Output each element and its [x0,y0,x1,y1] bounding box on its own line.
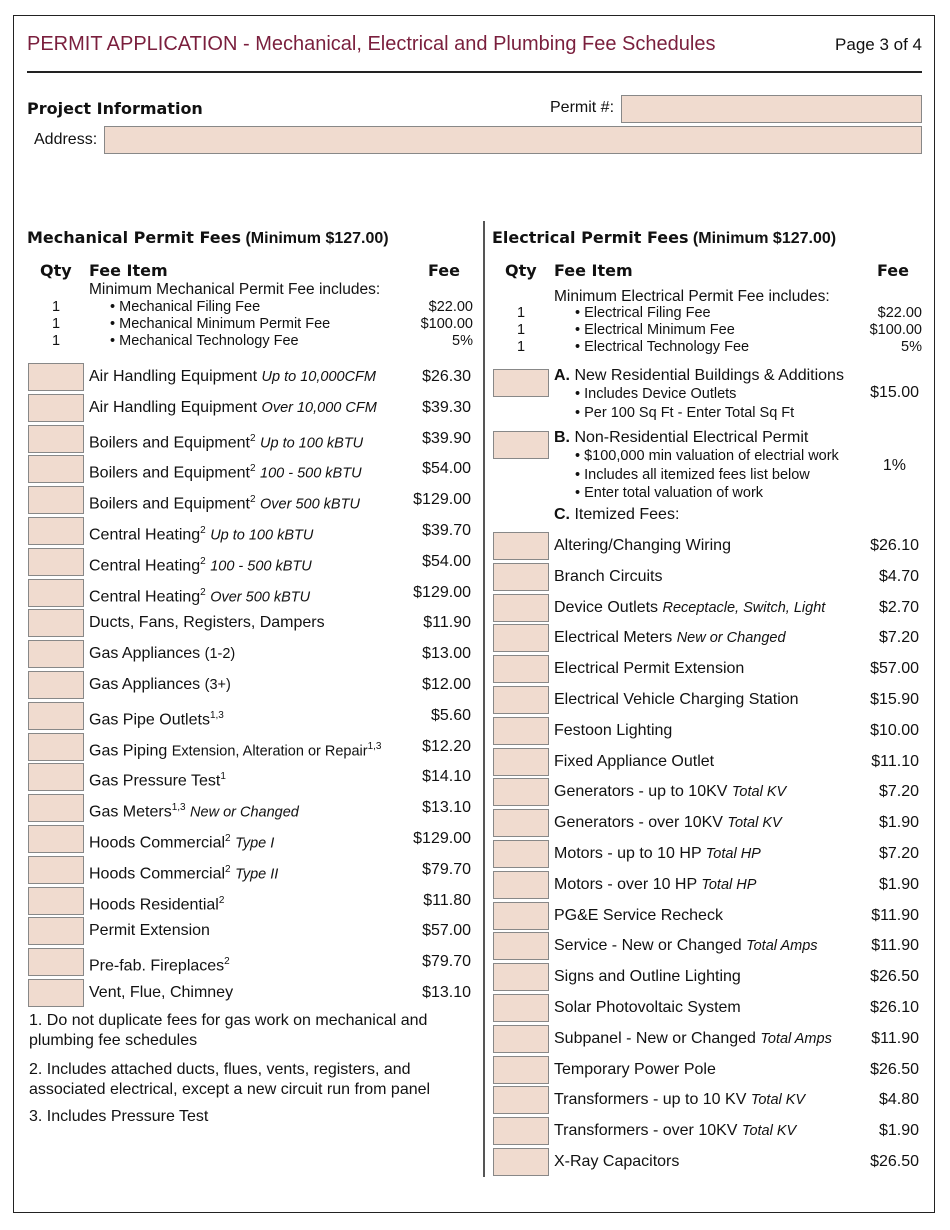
mech-fee-item-label: Boilers and Equipment [89,433,250,451]
elec-fee-amount: $7.20 [878,783,919,801]
mech-fee-item-label: Boilers and Equipment [89,464,250,482]
mech-fee-amount: $39.30 [422,398,471,416]
elec-fee-item-desc: Total KV [727,815,782,832]
bullet-dot: • [575,305,585,321]
section-bullet [575,386,736,403]
mech-qty-input[interactable] [28,887,84,915]
mech-fee-item [89,644,235,664]
elec-fee-item [554,1090,805,1110]
mechanical-section-title: Mechanical Permit Fees (Minimum $127.00) [27,228,389,247]
elec-fee-item-label: Electrical Meters [554,629,673,647]
bullet-dot: • [575,404,585,421]
footnote-ref: 2 [200,555,206,567]
mech-fee-header: Fee [428,261,460,280]
mech-fee-item-label: Pre-fab. Fireplaces [89,957,225,975]
elec-fee-amount: $26.50 [870,1060,919,1078]
elec-min-item-label: Electrical Filing Fee [584,305,711,321]
elec-fee-amount: $4.80 [878,1091,919,1109]
elec-fee-item [554,967,741,987]
elec-fee-item [554,721,672,741]
bullet-dot: • [110,299,120,315]
mech-fee-item [89,798,299,822]
mech-qty-input[interactable] [28,794,84,822]
mech-fee-amount: $14.10 [422,768,471,786]
footnote-ref: 2 [225,833,231,844]
footnote-ref: 2 [249,463,256,475]
elec-min-qty: 1 [517,322,526,338]
mech-qty-input[interactable] [28,825,84,853]
elec-qty-header: Qty [505,261,537,280]
elec-section-b-input[interactable] [493,431,549,459]
elec-min-item [575,322,735,339]
elec-fee-item-desc: New or Changed [676,630,786,647]
section-bullet-text: $100,000 min valuation of electrial work [584,448,839,464]
bullet-dot: • [575,386,585,402]
mech-min-item [110,333,299,350]
mech-fee-item-desc: Up to 10,000CFM [261,369,376,385]
elec-qty-input[interactable] [493,748,549,776]
mech-qty-input[interactable] [28,517,84,545]
elec-fee-item-label: Altering/Changing Wiring [554,537,731,554]
footnote-ref: 2 [225,863,231,875]
mech-fee-item-label: Gas Appliances [89,645,201,663]
elec-qty-input[interactable] [493,994,549,1022]
elec-fee-item-label: PG&E Service Recheck [554,906,723,924]
footnote: 2. Includes attached ducts, flues, vents, registers, and associated electrical, except a new circuit run from panel [29,1061,431,1098]
mech-fee-amount: $79.70 [422,953,471,971]
mech-fee-item-label: Boilers and Equipment [89,495,250,513]
elec-fee-item [554,1029,832,1049]
elec-fee-item-label: Service - New or Changed [554,937,742,955]
elec-fee-item-label: Transformers - up to 10 KV [554,1091,747,1109]
mech-fee-item-label: Hoods Commercial [89,834,226,852]
elec-qty-input[interactable] [493,686,549,714]
mech-fee-item-label: Central Heating [89,557,201,575]
page-title: PERMIT APPLICATION - Mechanical, Electrical and Plumbing Fee Schedules [27,33,716,55]
footnote-ref: 2 [200,525,206,536]
elec-fee-amount: $26.10 [870,999,919,1016]
mech-fee-item-desc: (3+) [204,677,231,693]
mech-qty-header: Qty [40,261,72,280]
mech-min-item-label: Mechanical Minimum Permit Fee [119,316,331,332]
mech-min-qty: 1 [52,333,61,349]
page-number: Page 3 of 4 [835,35,922,54]
mech-min-item [110,316,330,333]
mech-fee-item-desc: Over 10,000 CFM [261,399,377,416]
elec-fee-item [554,598,825,618]
section-bullet-text: Includes all itemized fees list below [584,466,810,483]
mech-fee-amount: $39.70 [422,522,471,539]
footnote-ref: 2 [249,432,256,444]
electrical-section-title: Electrical Permit Fees (Minimum $127.00) [492,228,837,247]
mech-fee-item-desc: Extension, Alteration or Repair [171,742,368,759]
section-bullet [575,405,794,422]
mech-fee-item-label: Gas Piping [89,741,168,759]
mech-fee-item-header: Fee Item [89,261,168,280]
elec-fee-item-label: Subpanel - New or Changed [554,1029,756,1047]
mech-fee-item-label: Hoods Residential [89,895,219,913]
permit-number-field[interactable] [621,95,922,123]
permit-number-label: Permit #: [550,99,615,116]
footnote-ref: 1,3 [171,802,186,814]
elec-section-c-title: C. Itemized Fees: [554,506,680,523]
mech-fee-item [89,613,325,633]
elec-fee-item-label: Device Outlets [554,598,659,616]
elec-fee-amount: $26.50 [870,1153,919,1170]
section-bullet-text: Enter total valuation of work [584,485,764,501]
elec-min-fee: $100.00 [869,322,922,338]
elec-fee-amount: $1.90 [878,814,919,832]
elec-qty-input[interactable] [493,778,549,806]
mech-fee-item-label: Permit Extension [89,922,210,940]
footnote-ref: 2 [224,956,230,968]
elec-fee-item [554,690,799,710]
elec-fee-item [554,752,714,772]
elec-fee-item [554,936,818,956]
bullet-dot: • [575,322,585,338]
mech-fee-amount: $57.00 [422,922,471,940]
mech-qty-input[interactable] [28,733,84,761]
section-bullet-text: Per 100 Sq Ft - Enter Total Sq Ft [584,404,795,421]
mech-qty-input[interactable] [28,671,84,699]
elec-qty-input[interactable] [493,1025,549,1053]
section-bullet [575,485,763,502]
mech-min-fee: $22.00 [428,299,473,315]
elec-qty-input[interactable] [493,594,549,622]
elec-fee-item [554,1060,716,1080]
mech-fee-item [89,521,313,545]
elec-min-qty: 1 [517,339,526,355]
mech-fee-item [89,737,381,761]
elec-section-b-title: B. Non-Residential Electrical Permit [554,429,809,446]
elec-fee-item-desc: Total KV [741,1123,797,1140]
mech-fee-item-desc: 100 - 500 kBTU [260,465,362,482]
elec-min-item-label: Electrical Technology Fee [584,339,750,355]
elec-qty-input[interactable] [493,932,549,960]
section-bullet [575,448,839,465]
mech-fee-item [89,921,210,941]
mech-qty-input[interactable] [28,856,84,884]
mech-fee-item-label: Gas Pressure Test [89,772,221,790]
elec-fee-item [554,567,662,587]
elec-fee-amount: $10.00 [870,721,919,739]
mech-min-item-label: Mechanical Technology Fee [119,333,299,349]
elec-fee-amount: $4.70 [878,567,919,585]
elec-fee-amount: $26.10 [870,537,919,554]
elec-fee-item [554,875,756,895]
mech-fee-amount: $5.60 [430,706,471,724]
mech-fee-item-label: Gas Pipe Outlets [89,711,210,729]
elec-fee-item-label: Motors - over 10 HP [554,875,697,893]
mech-min-fee: 5% [452,333,473,349]
address-field[interactable] [104,126,922,154]
mech-fee-item-label: Central Heating [89,526,201,544]
elec-min-fee: $22.00 [877,305,922,321]
mech-fee-amount: $79.70 [422,860,471,878]
elec-qty-input[interactable] [493,809,549,837]
mech-fee-item [89,952,230,976]
elec-fee-amount: $11.90 [871,1029,919,1047]
elec-fee-item [554,659,744,679]
mech-qty-input[interactable] [28,455,84,483]
mech-fee-amount: $129.00 [413,583,471,601]
mech-fee-item-label: Air Handling Equipment [89,398,258,416]
mech-fee-item-desc: Over 500 kBTU [260,496,360,513]
elec-section-b-fee: 1% [882,457,906,474]
mech-fee-amount: $129.00 [413,491,471,509]
mech-fee-item [89,490,360,514]
elec-qty-input[interactable] [493,717,549,745]
elec-fee-item-label: Branch Circuits [554,567,663,585]
mech-fee-item [89,367,376,387]
elec-fee-item-label: Generators - over 10KV [554,814,723,832]
elec-fee-item-label: X-Ray Capacitors [554,1153,680,1170]
elec-fee-item-label: Motors - up to 10 HP [554,845,702,862]
elec-fee-item [554,813,782,833]
bullet-dot: • [575,466,585,483]
mech-min-item-label: Mechanical Filing Fee [119,299,261,315]
mech-fee-item-label: Hoods Commercial [89,865,226,883]
elec-fee-amount: $26.50 [870,968,919,986]
mech-fee-amount: $54.00 [422,552,471,570]
elec-min-item [575,339,749,356]
mech-min-fee: $100.00 [420,316,473,332]
footnote: 3. Includes Pressure Test [29,1108,209,1125]
bullet-dot: • [575,448,585,464]
elec-fee-item-desc: Total HP [705,846,761,862]
elec-qty-input[interactable] [493,1117,549,1145]
mech-fee-item-label: Gas Meters [89,803,172,821]
mech-qty-input[interactable] [28,948,84,976]
elec-qty-input[interactable] [493,563,549,591]
mech-fee-item [89,675,231,695]
mech-qty-input[interactable] [28,486,84,514]
mech-qty-input[interactable] [28,548,84,576]
mech-fee-item [89,829,274,853]
mech-fee-amount: $13.10 [422,799,471,817]
column-divider [483,221,485,1177]
mech-qty-input[interactable] [28,363,84,391]
elec-fee-item-label: Fixed Appliance Outlet [554,752,715,770]
mech-fee-item [89,398,377,418]
elec-qty-input[interactable] [493,624,549,652]
elec-fee-amount: $7.20 [878,629,919,647]
mech-fee-item [89,429,363,453]
mech-fee-item [89,891,224,915]
elec-qty-input[interactable] [493,1056,549,1084]
elec-fee-item-desc: Total KV [731,784,787,801]
mech-fee-item-label: Gas Appliances [89,676,201,693]
elec-fee-item-desc: Total HP [701,876,757,893]
elec-qty-input[interactable] [493,963,549,991]
mech-fee-amount: $26.30 [422,368,471,385]
elec-qty-input[interactable] [493,1148,549,1176]
mech-min-includes: Minimum Mechanical Permit Fee includes: [89,281,381,298]
elec-fee-item [554,906,723,926]
mech-fee-item [89,459,362,483]
elec-fee-item-label: Festoon Lighting [554,721,673,739]
section-bullet-text: Includes Device Outlets [584,386,737,402]
elec-fee-item-desc: Total KV [750,1092,806,1109]
mech-fee-item-label: Air Handling Equipment [89,368,258,385]
mech-qty-input[interactable] [28,640,84,668]
elec-fee-amount: $15.90 [870,691,919,708]
elec-fee-item-label: Transformers - over 10KV [554,1122,738,1140]
bullet-dot: • [110,316,120,332]
elec-qty-input[interactable] [493,655,549,683]
elec-min-fee: 5% [901,339,922,355]
mech-min-item [110,299,260,316]
bullet-dot: • [575,339,585,355]
mech-min-qty: 1 [52,316,61,332]
elec-section-a-title: A. New Residential Buildings & Additions [554,367,844,384]
section-bullet [575,467,810,484]
mech-fee-item-label: Central Heating [89,587,201,605]
elec-fee-item-label: Electrical Vehicle Charging Station [554,691,799,708]
elec-fee-item [554,1121,796,1141]
mech-qty-input[interactable] [28,702,84,730]
project-info-heading: Project Information [27,99,203,118]
elec-fee-item [554,998,741,1018]
elec-fee-amount: $1.90 [878,1122,919,1140]
mech-fee-item [89,767,226,791]
mech-fee-item-desc: (1-2) [204,646,236,663]
mech-fee-item [89,552,312,576]
mech-qty-input[interactable] [28,979,84,1007]
mech-fee-item [89,583,310,607]
mech-fee-amount: $39.90 [422,429,471,447]
address-label: Address: [34,131,98,148]
mech-fee-item [89,706,224,730]
mech-fee-amount: $13.00 [422,645,471,663]
mech-fee-item-desc: Over 500 kBTU [210,588,311,605]
mech-fee-amount: $12.00 [422,676,471,693]
elec-fee-amount: $1.90 [878,875,919,893]
mech-fee-item-desc: Type II [235,866,279,883]
elec-fee-item [554,628,786,648]
elec-section-a-input[interactable] [493,369,549,397]
elec-fee-item [554,1152,679,1172]
mech-fee-amount: $11.90 [423,614,471,632]
bullet-dot: • [110,333,120,349]
footnote-ref: 1,3 [367,740,382,752]
elec-fee-amount: $11.90 [871,937,919,955]
elec-qty-input[interactable] [493,1086,549,1114]
mech-fee-item [89,983,233,1003]
mech-fee-item-desc: Type I [235,835,275,852]
elec-fee-header: Fee [877,261,909,280]
mech-fee-item-desc: Up to 100 kBTU [210,527,314,544]
elec-min-includes: Minimum Electrical Permit Fee includes: [554,288,830,305]
elec-qty-input[interactable] [493,532,549,560]
elec-qty-input[interactable] [493,840,549,868]
elec-fee-amount: $7.20 [878,845,919,862]
mech-qty-input[interactable] [28,394,84,422]
mech-fee-item [89,860,278,884]
footnote-ref: 2 [218,894,225,906]
elec-fee-item-desc: Total Amps [746,938,818,955]
mech-fee-item-desc: 100 - 500 kBTU [210,558,312,575]
mech-fee-amount: $12.20 [422,737,471,755]
elec-qty-input[interactable] [493,902,549,930]
mech-qty-input[interactable] [28,917,84,945]
mech-fee-item-desc: Up to 100 kBTU [260,434,364,451]
elec-fee-amount: $2.70 [878,598,919,616]
elec-fee-item-label: Solar Photovoltaic System [554,999,741,1016]
elec-fee-amount: $11.90 [871,906,919,924]
mech-fee-item-label: Ducts, Fans, Registers, Dampers [89,614,325,632]
elec-min-item-label: Electrical Minimum Fee [584,322,735,338]
elec-fee-item [554,536,731,556]
elec-section-a-fee: $15.00 [870,384,919,401]
elec-fee-item-label: Electrical Permit Extension [554,660,745,678]
footnote-ref: 1,3 [209,709,224,721]
mech-qty-input[interactable] [28,579,84,607]
elec-qty-input[interactable] [493,871,549,899]
elec-fee-amount: $57.00 [870,660,919,678]
elec-min-qty: 1 [517,305,526,321]
footnote-ref: 2 [249,494,256,506]
mech-fee-amount: $129.00 [413,830,471,847]
elec-min-item [575,305,711,322]
elec-fee-item-desc: Total Amps [760,1030,832,1047]
mech-qty-input[interactable] [28,609,84,637]
elec-fee-item-header: Fee Item [554,261,633,280]
footnote-ref: 2 [200,586,206,598]
mech-fee-amount: $54.00 [422,460,471,478]
mech-fee-amount: $13.10 [422,984,471,1001]
elec-fee-item-desc: Receptacle, Switch, Light [662,599,826,616]
mech-fee-item-label: Vent, Flue, Chimney [89,984,234,1001]
elec-fee-item-label: Signs and Outline Lighting [554,968,741,986]
elec-fee-item [554,844,761,864]
elec-fee-item [554,782,786,802]
elec-fee-item-label: Generators - up to 10KV [554,783,728,801]
mech-fee-item-desc: New or Changed [190,804,299,821]
mech-min-qty: 1 [52,299,61,315]
footnote-ref: 1 [220,771,226,783]
footnote: 1. Do not duplicate fees for gas work on mechanical and plumbing fee schedules [29,1012,428,1049]
mech-qty-input[interactable] [28,763,84,791]
mech-qty-input[interactable] [28,425,84,453]
elec-fee-amount: $11.10 [871,752,919,770]
elec-fee-item-label: Temporary Power Pole [554,1060,716,1078]
title-divider [27,71,922,73]
mech-fee-amount: $11.80 [423,891,471,909]
bullet-dot: • [575,485,585,501]
